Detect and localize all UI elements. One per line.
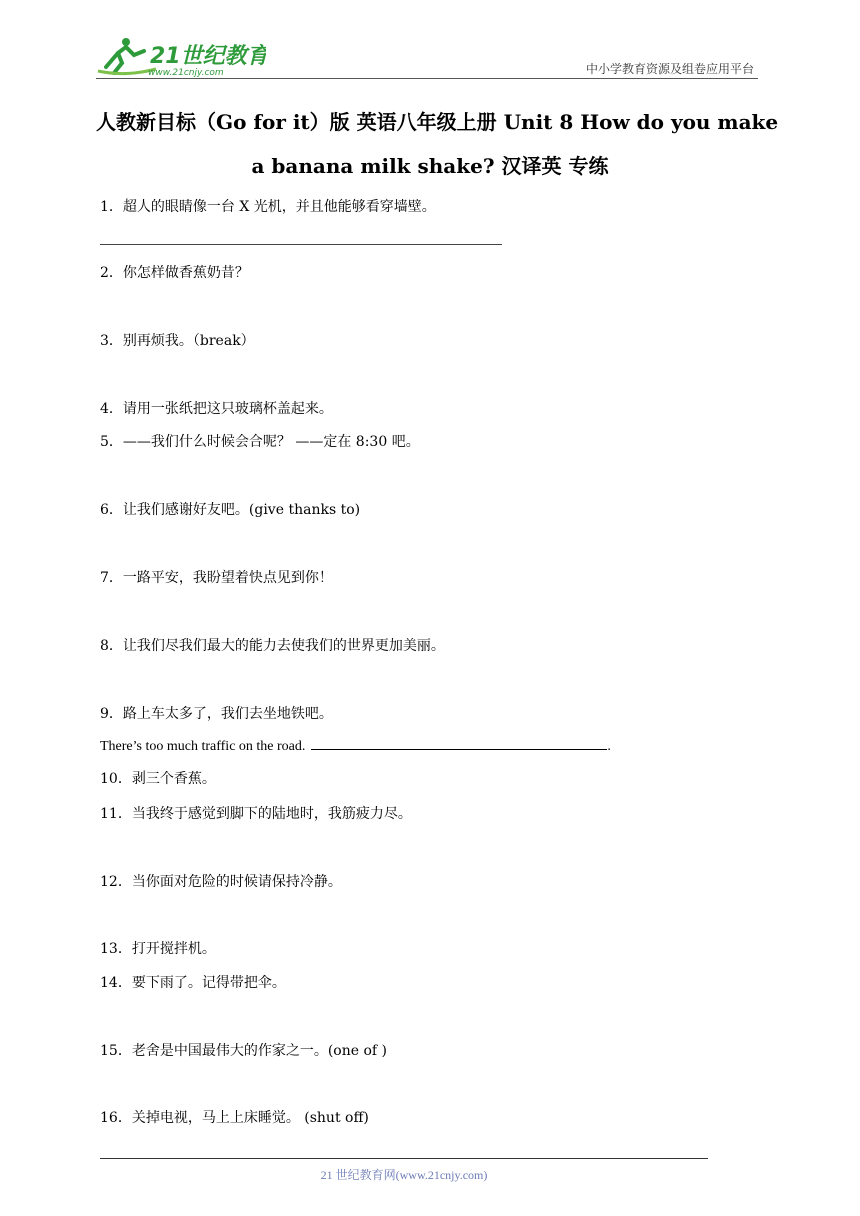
footer-link[interactable]: 21 世纪教育网(www.21cnjy.com) bbox=[320, 1168, 488, 1182]
question-6: 6．让我们感谢好友吧。(give thanks to) bbox=[100, 502, 361, 518]
question-12: 12．当你面对危险的时候请保持冷静。 bbox=[100, 874, 342, 890]
question-8: 8．让我们尽我们最大的能力去使我们的世界更加美丽。 bbox=[100, 638, 445, 654]
fill-blank[interactable] bbox=[311, 737, 607, 750]
question-9: 9．路上车太多了，我们去坐地铁吧。 bbox=[100, 706, 333, 722]
answer-line-1 bbox=[100, 244, 502, 245]
header-divider bbox=[96, 78, 758, 79]
logo-url: www.21cnjy.com bbox=[148, 68, 224, 78]
question-2: 2．你怎样做香蕉奶昔？ bbox=[100, 265, 249, 281]
page-title-line1: 人教新目标（Go for it）版 英语八年级上册 Unit 8 How do you make bbox=[96, 110, 779, 134]
question-4: 4．请用一张纸把这只玻璃杯盖起来。 bbox=[100, 401, 333, 417]
question-14: 14．要下雨了。记得带把伞。 bbox=[100, 975, 286, 991]
question-5: 5．——我们什么时候会合呢？ ——定在 8:30 吧。 bbox=[100, 434, 420, 450]
page-title-line2: a banana milk shake? 汉译英 专练 bbox=[251, 154, 609, 178]
question-9-fill-line bbox=[100, 737, 611, 756]
header-platform-text: 中小学教育资源及组卷应用平台 bbox=[585, 62, 754, 76]
fill-prefix: There’s too much traffic on the road. bbox=[100, 739, 306, 754]
question-16: 16．关掉电视，马上上床睡觉。 (shut off) bbox=[100, 1110, 369, 1126]
fill-suffix: . bbox=[607, 739, 611, 754]
logo-text: 21世纪教育 bbox=[150, 44, 266, 69]
question-10: 10．剥三个香蕉。 bbox=[100, 771, 216, 787]
site-logo bbox=[96, 33, 266, 81]
question-7: 7．一路平安，我盼望着快点见到你！ bbox=[100, 570, 333, 586]
footer-divider bbox=[100, 1158, 708, 1159]
question-11: 11．当我终于感觉到脚下的陆地时，我筋疲力尽。 bbox=[100, 806, 412, 822]
question-13: 13．打开搅拌机。 bbox=[100, 941, 216, 957]
question-15: 15．老舍是中国最伟大的作家之一。(one of ) bbox=[100, 1043, 387, 1059]
question-3: 3．别再烦我。（break） bbox=[100, 333, 255, 349]
question-1: 1．超人的眼睛像一台 X 光机，并且他能够看穿墙壁。 bbox=[100, 199, 436, 215]
